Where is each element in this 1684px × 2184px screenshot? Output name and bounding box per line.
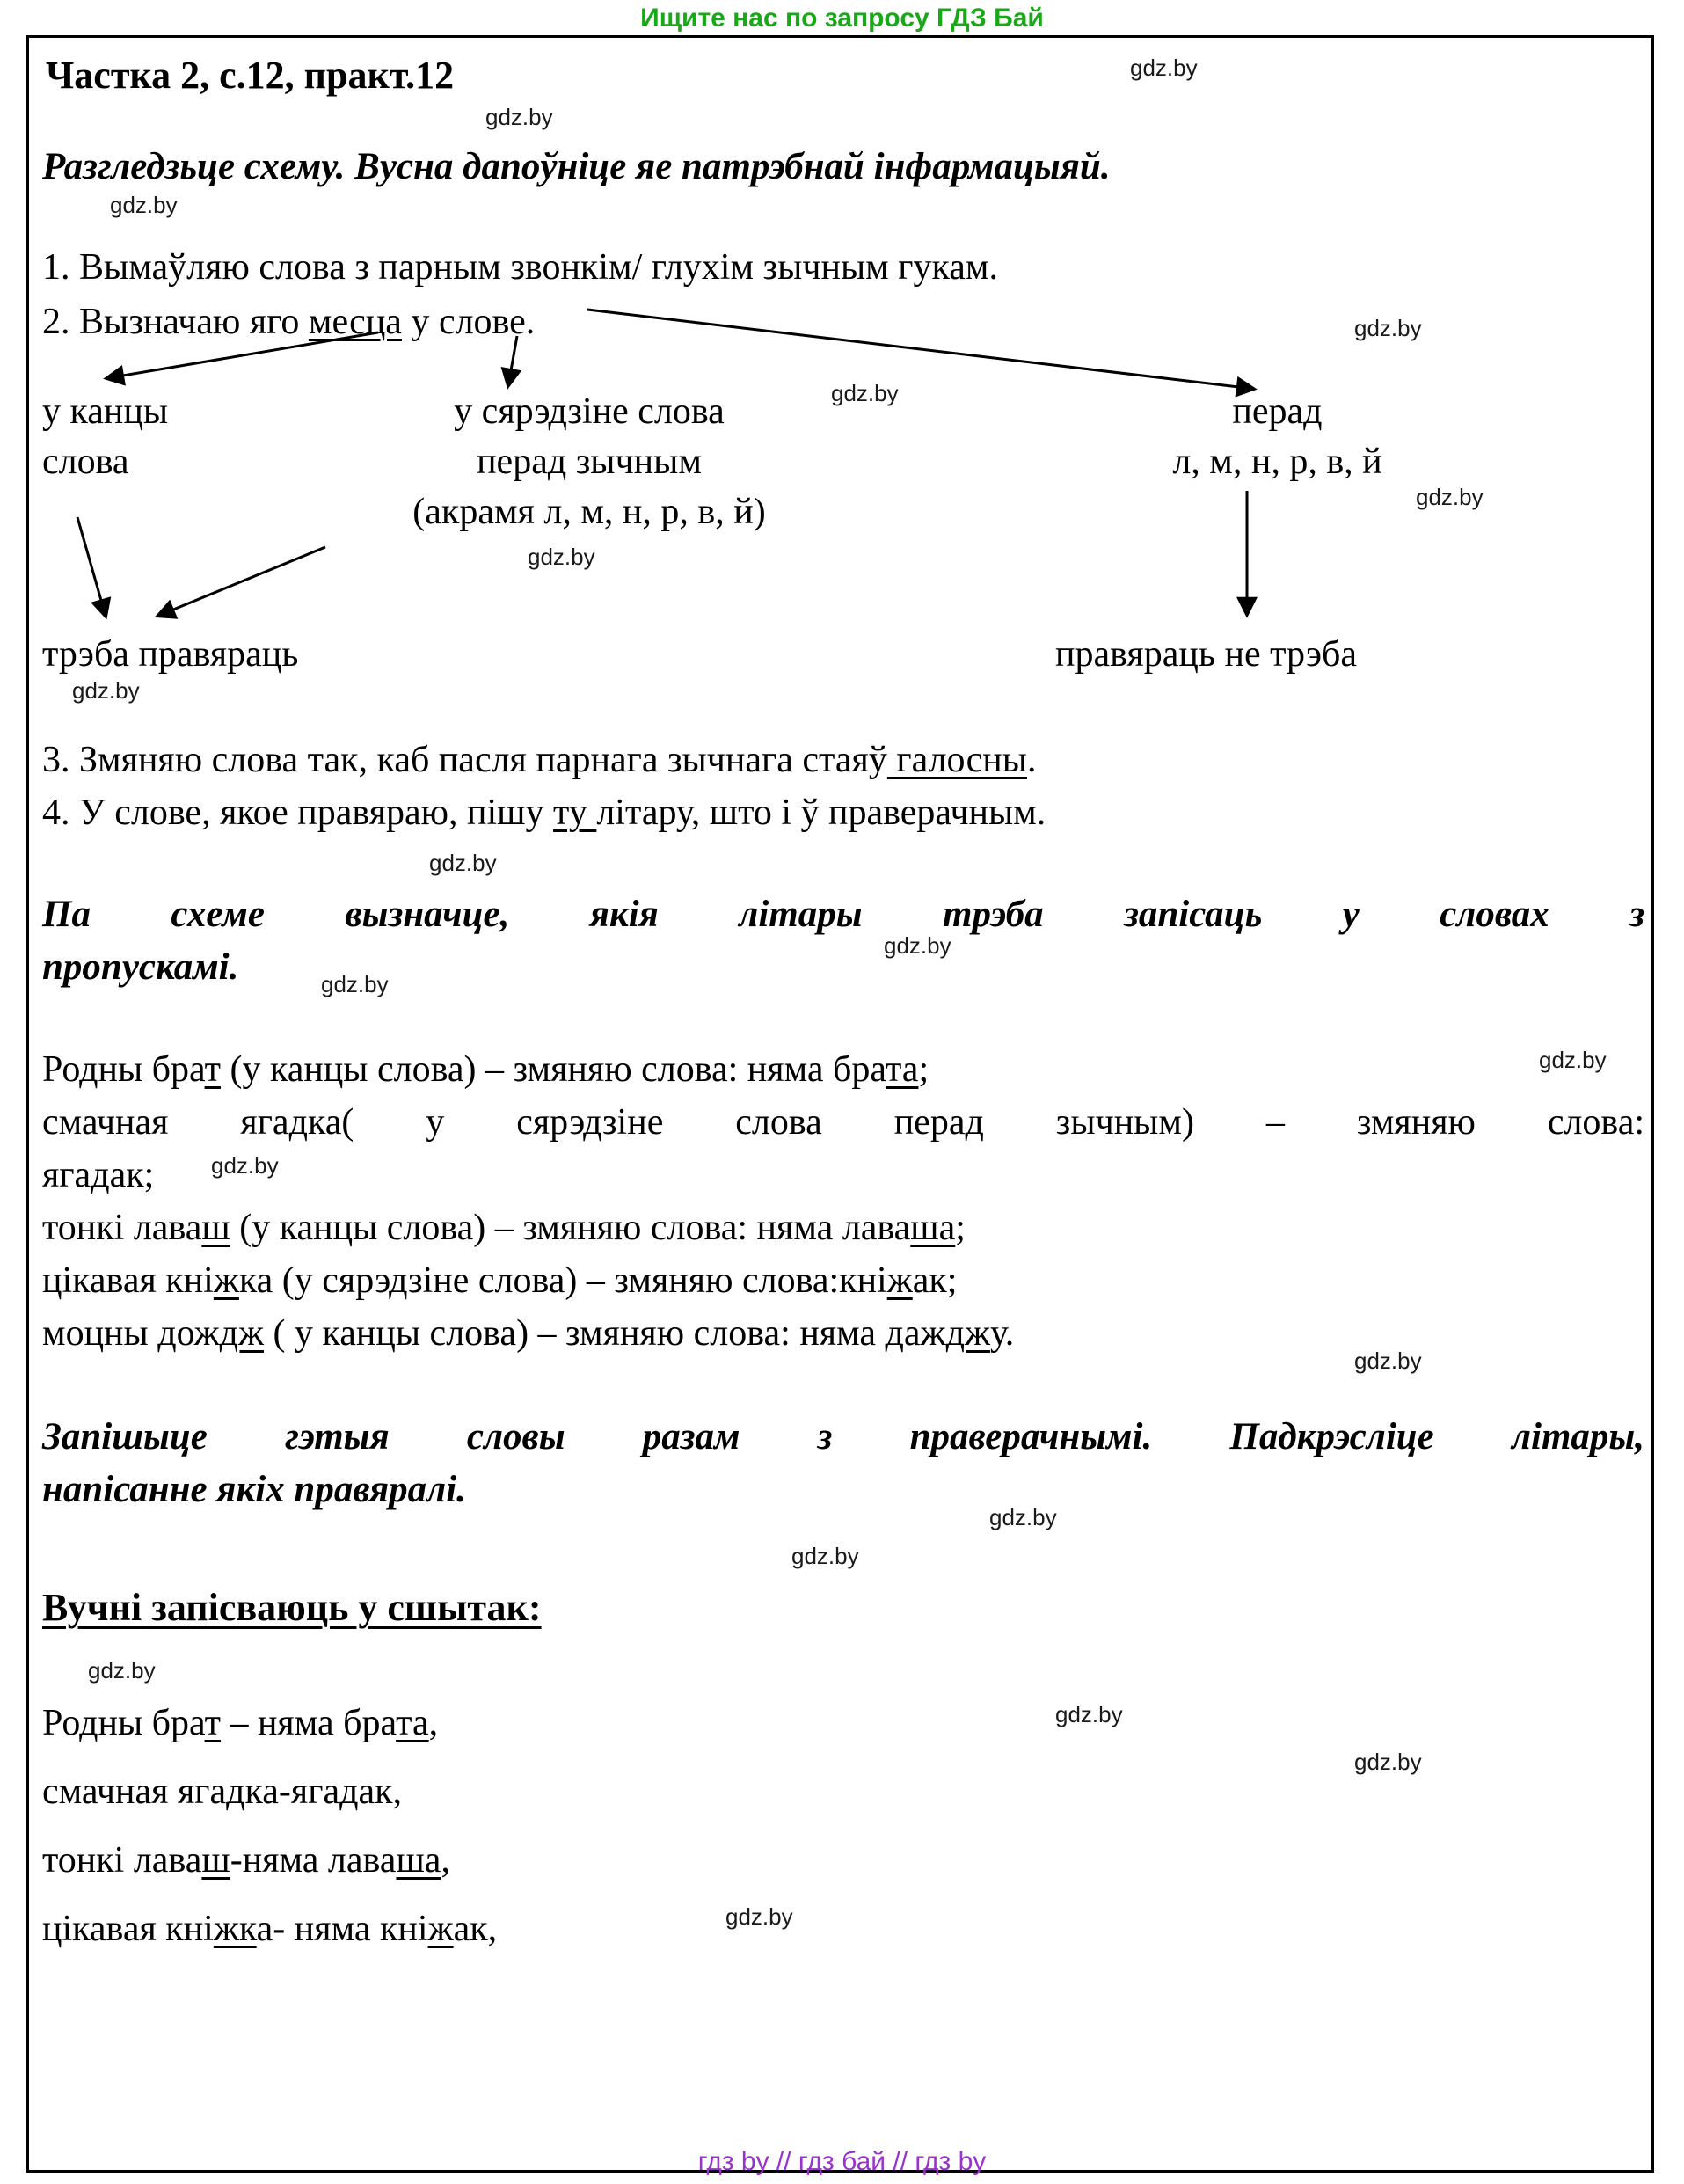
watermark-gdzby: gdz.by [485, 104, 553, 130]
watermark-gdzby: gdz.by [1354, 1749, 1422, 1775]
watermark-gdzby: gdz.by [1130, 55, 1198, 81]
branch-line: слова [42, 442, 129, 482]
top-banner-text: Ищите нас по запросу ГДЗ Бай [640, 4, 1044, 33]
example-line: моцны дождж ( у канцы слова) – змяняю слова: няма дажджу. [42, 1313, 1015, 1354]
result-no-check: правяраць не трэба [1055, 634, 1358, 675]
branch-line: перад [1232, 391, 1323, 432]
task-schema-line: Па схеме вызначце, якія літары трэба запісаць у словах з [42, 894, 1644, 935]
watermark-gdzby: gdz.by [791, 1543, 859, 1569]
step-1: 1. Вымаўляю слова з парным звонкім/ глухім зычным гукам. [42, 247, 998, 288]
example-line: цікавая кніжка (у сярэдзіне слова) – змяняю слова:кніжак; [42, 1260, 958, 1301]
example-line: ягадак; [42, 1155, 155, 1195]
branch-line: л, м, н, р, в, й [1172, 442, 1382, 482]
notebook-line: смачная ягадка-ягадак, [42, 1771, 403, 1812]
notebook-line: Родны брат – няма брата, [42, 1703, 439, 1743]
watermark-gdzby: gdz.by [211, 1152, 279, 1179]
footer-text: гдз by // гдз бай // гдз by [697, 2147, 987, 2176]
watermark-gdzby: gdz.by [88, 1657, 156, 1684]
example-line: смачная ягадка( у сярэдзіне слова перад зычным) – змяняю слова: [42, 1102, 1645, 1143]
branch-line: у канцы [42, 391, 169, 432]
watermark-gdzby: gdz.by [831, 380, 899, 406]
step-3: 3. Змяняю слова так, каб пасля парнага зычнага стаяў галосны. [42, 740, 1037, 780]
watermark-gdzby: gdz.by [1539, 1047, 1607, 1073]
example-line: тонкі лаваш (у канцы слова) – змяняю слова: няма лаваша; [42, 1208, 966, 1248]
watermark-gdzby: gdz.by [725, 1903, 793, 1930]
watermark-gdzby: gdz.by [989, 1504, 1057, 1530]
watermark-gdzby: gdz.by [1354, 1348, 1422, 1374]
task-write-line: Запішыце гэтыя словы разам з праверачнымі. Падкрэсліце літары, [42, 1416, 1644, 1457]
page-title: Частка 2, с.12, практ.12 [46, 54, 455, 97]
branch-word-end [42, 387, 168, 487]
watermark-gdzby: gdz.by [321, 971, 389, 997]
watermark-gdzby: gdz.by [528, 544, 595, 570]
task-write-line: напісанне якіх правяралі. [42, 1469, 466, 1510]
notebook-heading: Вучні запісваюць у сшытак: [42, 1586, 542, 1629]
branch-line: у сярэдзіне слова [454, 391, 725, 432]
notebook-block [42, 1689, 497, 1963]
step-2: 2. Вызначаю яго месца у слове. [42, 302, 536, 342]
branch-line: перад зычным [477, 442, 702, 482]
examples-block [42, 1043, 1644, 1360]
task-schema-line: пропускамі. [42, 946, 239, 988]
branch-before-sonorants [1126, 387, 1429, 487]
example-line: Родны брат (у канцы слова) – змяняю слова: няма брата; [42, 1049, 929, 1090]
watermark-gdzby: gdz.by [884, 932, 951, 959]
branch-line: (акрамя л, м, н, р, в, й) [412, 492, 766, 532]
notebook-line: цікавая кніжка- няма кніжак, [42, 1909, 498, 1949]
task-schema-paragraph [42, 888, 1644, 994]
branch-word-middle [330, 387, 849, 537]
watermark-gdzby: gdz.by [429, 850, 497, 876]
intro-instruction: Разгледзьце схему. Вусна дапоўніце яе патрэбнай інфармацыяй. [42, 146, 1111, 187]
watermark-gdzby: gdz.by [110, 192, 178, 218]
notebook-line: тонкі лаваш-няма лаваша, [42, 1840, 450, 1881]
watermark-gdzby: gdz.by [1055, 1701, 1123, 1727]
result-need-check: трэба правяраць [42, 634, 299, 675]
step-4: 4. У слове, якое правяраю, пішу ту літару, што і ў праверачным. [42, 793, 1046, 833]
watermark-gdzby: gdz.by [72, 677, 140, 704]
watermark-gdzby: gdz.by [1354, 315, 1422, 341]
task-write-paragraph [42, 1411, 1644, 1516]
watermark-gdzby: gdz.by [1416, 484, 1484, 510]
